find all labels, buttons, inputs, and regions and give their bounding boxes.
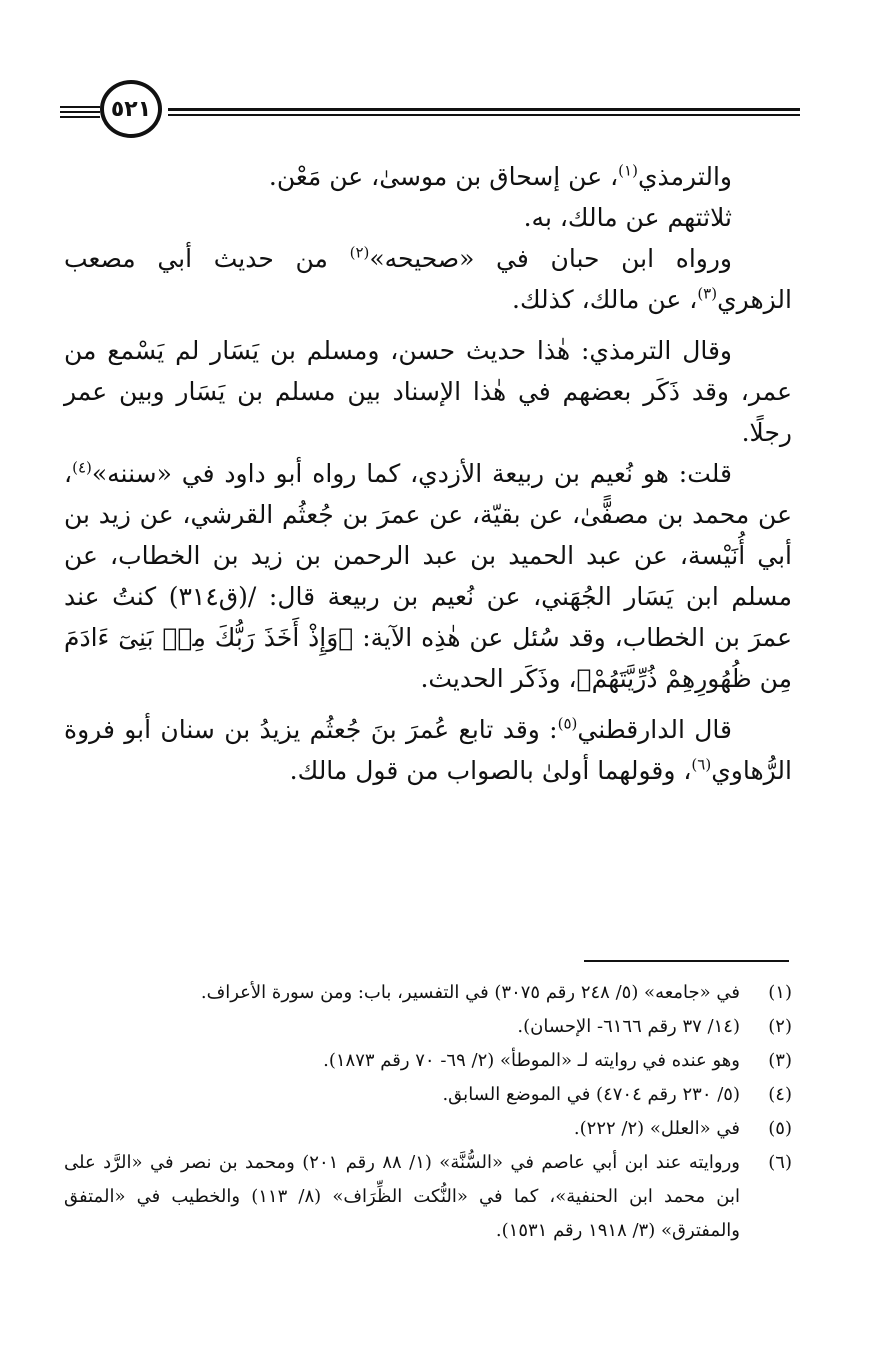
paragraph-text: ورواه ابن حبان في «صحيحه»: [369, 244, 732, 273]
footnote: [64, 1010, 792, 1044]
footnote-ref: (٦): [691, 755, 712, 774]
paragraph-text: قلت: هو نُعيم بن ربيعة الأزدي، كما رواه أبو داود في «سننه»: [91, 459, 732, 488]
paragraph-text: ، عن إسحاق بن موسىٰ، عن مَعْن.: [268, 162, 619, 191]
footnote-text: في «جامعه» (٥/ ٢٤٨ رقم ٣٠٧٥) في التفسير، باب: ومن سورة الأعراف.: [200, 982, 740, 1003]
body-paragraph: [64, 197, 792, 238]
footnote: [64, 1078, 792, 1112]
paragraph-text: من حديث أبي مصعب الزهري: [64, 244, 792, 314]
paragraph-text: : وقد تابع عُمرَ بنَ جُعثُم يزيدُ بن سنان أبو فروة الرُّهاوي: [64, 715, 792, 785]
header-left-rule: [60, 106, 100, 108]
body-paragraph: [64, 709, 792, 791]
footnote-separator: [584, 960, 789, 962]
footnote-ref: (٥): [557, 714, 578, 733]
footnote-number: (١): [768, 982, 792, 1003]
body-paragraph: [64, 156, 792, 197]
header-rule: [168, 108, 800, 111]
footnote-text: في «العلل» (٢/ ٢٢٢).: [573, 1118, 740, 1139]
paragraph-text: وقال الترمذي: هٰذا حديث حسن، ومسلم بن يَسَار لم يَسْمع من عمر، وقد ذَكَر بعضهم في هٰذا الإسناد بين مسلم بن يَسَار وبين عمر رجلًا.: [64, 336, 792, 447]
header-left-rule: [60, 111, 100, 113]
footnote-text: (٥/ ٢٣٠ رقم ٤٧٠٤) في الموضع السابق.: [442, 1084, 740, 1105]
header-rule-thin: [168, 114, 800, 116]
header-left-rule: [60, 116, 100, 118]
footnote: [64, 1044, 792, 1078]
footnote-number: (٣): [768, 1050, 792, 1071]
footnote-text: وروايته عند ابن أبي عاصم في «السُّنَّة» (١/ ٨٨ رقم ٢٠١) ومحمد بن نصر في «الرَّد على ابن محمد ابن الحنفية»، كما في «النُّكت الظِّرَاف» (٨/ ١١٣) والخطيب في «المتفق والمفترق» (٣/ ١٩١٨ رقم ١٥٣١).: [64, 1152, 740, 1241]
footnote-ref: (١): [618, 161, 638, 180]
paragraph-text: ، عن محمد بن مصفًّىٰ، عن بقيّة، عن عمرَ بن جُعثُم القرشي، عن زيد بن أبي أُنَيْسة، عن عبد الحميد بن عبد الرحمن بن زيد بن الخطاب، عن مسلم ابن يَسَار الجُهَني، عن نُعيم بن ربيعة قال: /(ق٣١٤) كنتُ عند عمرَ بن الخطاب، وقد سُئل عن هٰذِه الآية: ﴿وَإِذْ أَخَذَ رَبُّكَ مِنۢ بَنِىٓ ءَادَمَ مِن ظُهُورِهِمْ ذُرِّيَّتَهُمْ﴾، وذَكَر الحديث.: [64, 459, 792, 693]
main-text: [64, 156, 792, 791]
footnote-number: (٥): [768, 1118, 792, 1139]
paragraph-text: قال الدارقطني: [577, 715, 732, 744]
body-paragraph: [64, 238, 792, 320]
footnote: [64, 1112, 792, 1146]
footnote-number: (٤): [768, 1084, 792, 1105]
paragraph-text: ثلاثتهم عن مالك، به.: [523, 203, 732, 232]
footnotes: [64, 976, 792, 1248]
footnote-ref: (٢): [349, 243, 370, 262]
footnote-number: (٢): [768, 1016, 792, 1037]
page-header: [60, 80, 800, 144]
paragraph-text: ، عن مالك، كذلك.: [512, 285, 698, 314]
footnote: [64, 1146, 792, 1248]
footnote-text: (١٤/ ٣٧ رقم ٦١٦٦- الإحسان).: [517, 1016, 740, 1037]
body-paragraph: [64, 330, 792, 453]
paragraph-text: والترمذي: [637, 162, 732, 191]
page-number: ٥٢١: [100, 80, 162, 138]
footnote-ref: (٤): [72, 458, 92, 477]
footnote-ref: (٣): [697, 284, 718, 303]
footnote: [64, 976, 792, 1010]
paragraph-text: ، وقولهما أولىٰ بالصواب من قول مالك.: [289, 756, 692, 785]
footnote-text: وهو عنده في روايته لـ «الموطأ» (٢/ ٦٩- ٧٠ رقم ١٨٧٣).: [323, 1050, 740, 1071]
footnote-number: (٦): [768, 1152, 792, 1173]
body-paragraph: [64, 453, 792, 699]
